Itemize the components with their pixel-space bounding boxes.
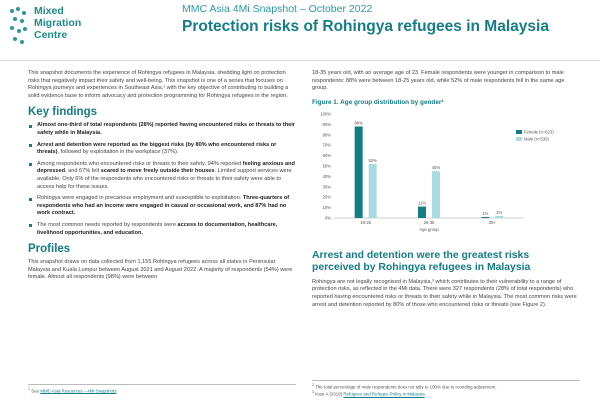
key-findings-list (28, 122, 296, 237)
figure-title: Figure 1. Age group distribution by gender² (312, 98, 444, 106)
y-tick-label: 40% (322, 173, 331, 179)
chart-svg (312, 108, 580, 236)
logo-text: Mixed Migration Centre (34, 5, 82, 41)
y-tick-label: 0% (324, 215, 331, 221)
footnote-2: $^2$ The total percentage of male respondents does not tally to 100% due to rounding adjustment. (312, 383, 497, 390)
footnote-3: $^3$ Kaur A (2019) Refugees and Refugee Policy in Malaysia (312, 390, 425, 397)
finding-item: Arrest and detention were reported as the biggest risks (by 80% who encountered risks or threats), followed by exploitation in the workplace (37%). (28, 142, 296, 157)
bar-male (432, 171, 440, 218)
data-label: 52% (368, 157, 377, 163)
bar-female (481, 217, 489, 218)
data-label: 11% (417, 200, 427, 206)
y-tick-label: 20% (322, 194, 331, 200)
footnotes-right (312, 380, 580, 397)
y-tick-label: 90% (322, 121, 331, 127)
finding-item: Rohingya were engaged in precarious employment and susceptible to exploitation. Three-quarters of respondents who had an income were engaged in casual or occasional work, and 87% had no work contract. (28, 195, 296, 218)
x-axis-label: Age group (419, 226, 439, 232)
data-label: 2% (496, 209, 503, 215)
snapshot-label: MMC Asia 4Mi Snapshot – October 2022 (182, 3, 373, 15)
profiles-heading: Profiles (28, 243, 71, 256)
section-heading: Arrest and detention were the greatest risks perceived by Rohingya refugees in Malaysia (312, 249, 531, 274)
mmc-logo (10, 3, 130, 53)
legend-label: Female (n=623) (524, 129, 554, 135)
y-tick-label: 30% (322, 184, 331, 190)
left-column (28, 70, 296, 282)
profiles-paragraph: This snapshot draws on data collected from 1,155 Rohingya refugees across all states in Peninsular Malaysia and Kuala Lumpur between August 2021 and August 2022. A majority of respondents (54%) were female. Almost all respondents (98%) were between (28, 259, 293, 281)
y-tick-label: 60% (322, 152, 331, 158)
logo-dots-icon (10, 7, 30, 47)
bar-male (369, 164, 377, 218)
finding-item: The most common needs reported by respondents were access to documentation, healthcare, livelihood opportunities, and education. (28, 222, 296, 237)
bar-female (418, 206, 426, 217)
bar-male (495, 216, 503, 218)
x-tick-label: 26-35 (423, 219, 435, 225)
header-divider (0, 60, 600, 61)
intro-paragraph: This snapshot documents the experience of Rohingya refugees in Malaysia, shedding light on protection risks that negatively impact their safety and well-being. This snapshot is one of a series that focuses on Rohingya journeys and experiences in Southeast Asia,¹ with the key objective of contributing to building a solid evidence base to inform advocacy and protection programming for Rohingya refugees in the region. (28, 70, 289, 99)
age-gender-chart (312, 108, 580, 236)
profiles-continued-paragraph: 18-35 years old, with an average age of 23. Female respondents were younger in comparison to male respondents: 88% were between 18-25 years old, while 52% of male respondents fell in the same age group. (312, 70, 565, 92)
footnote-1: $^1$ See MMC Asia Resources – 4Mi Snapshots (28, 384, 296, 393)
y-tick-label: 50% (322, 163, 331, 169)
x-tick-label: 35+ (488, 219, 496, 225)
right-column (312, 70, 580, 309)
x-tick-label: 18-25 (360, 219, 372, 225)
y-tick-label: 10% (322, 204, 331, 210)
legend-swatch (516, 137, 522, 141)
data-label: 45% (431, 164, 441, 170)
footnote-link[interactable]: MMC Asia Resources – 4Mi Snapshots (40, 388, 117, 394)
legend-swatch (516, 130, 522, 134)
page-header (0, 0, 600, 58)
footnote-link[interactable]: Refugees and Refugee Policy in Malaysia (343, 391, 425, 397)
y-tick-label: 70% (322, 142, 331, 148)
section-paragraph: Rohingya are not legally recognised in Malaysia,³ which contributes to their vulnerability to a range of protection risks, as reflected in the 4Mi data. There were 327 respondents (28% of total respondents) who reported having encountered risks or threats to their safety while in Malaysia. The most common risks were arrest and detention reported by 80% of those who encountered risks or threats (see Figure 2). (312, 278, 577, 308)
finding-item: Among respondents who encountered risks or threats to their safety, 94% reported feeling anxious and depressed, and 67% felt scared to move freely outside their houses. Limited support services were available. Only 6% of the respondents who encountered risks or threats to their safety were able to access help for these issues. (28, 161, 296, 191)
legend-label: Male (n=530) (524, 136, 549, 142)
key-findings-heading: Key findings (28, 106, 98, 119)
data-label: 1% (482, 210, 489, 216)
y-tick-label: 80% (322, 132, 331, 138)
y-tick-label: 100% (320, 111, 331, 117)
data-label: 88% (354, 120, 363, 126)
page-title: Protection risks of Rohingya refugees in Malaysia (182, 18, 549, 35)
bar-female (355, 126, 363, 218)
finding-item: Almost one-third of total respondents (28%) reported having encountered risks or threats to their safety while in Malaysia. (28, 122, 296, 137)
